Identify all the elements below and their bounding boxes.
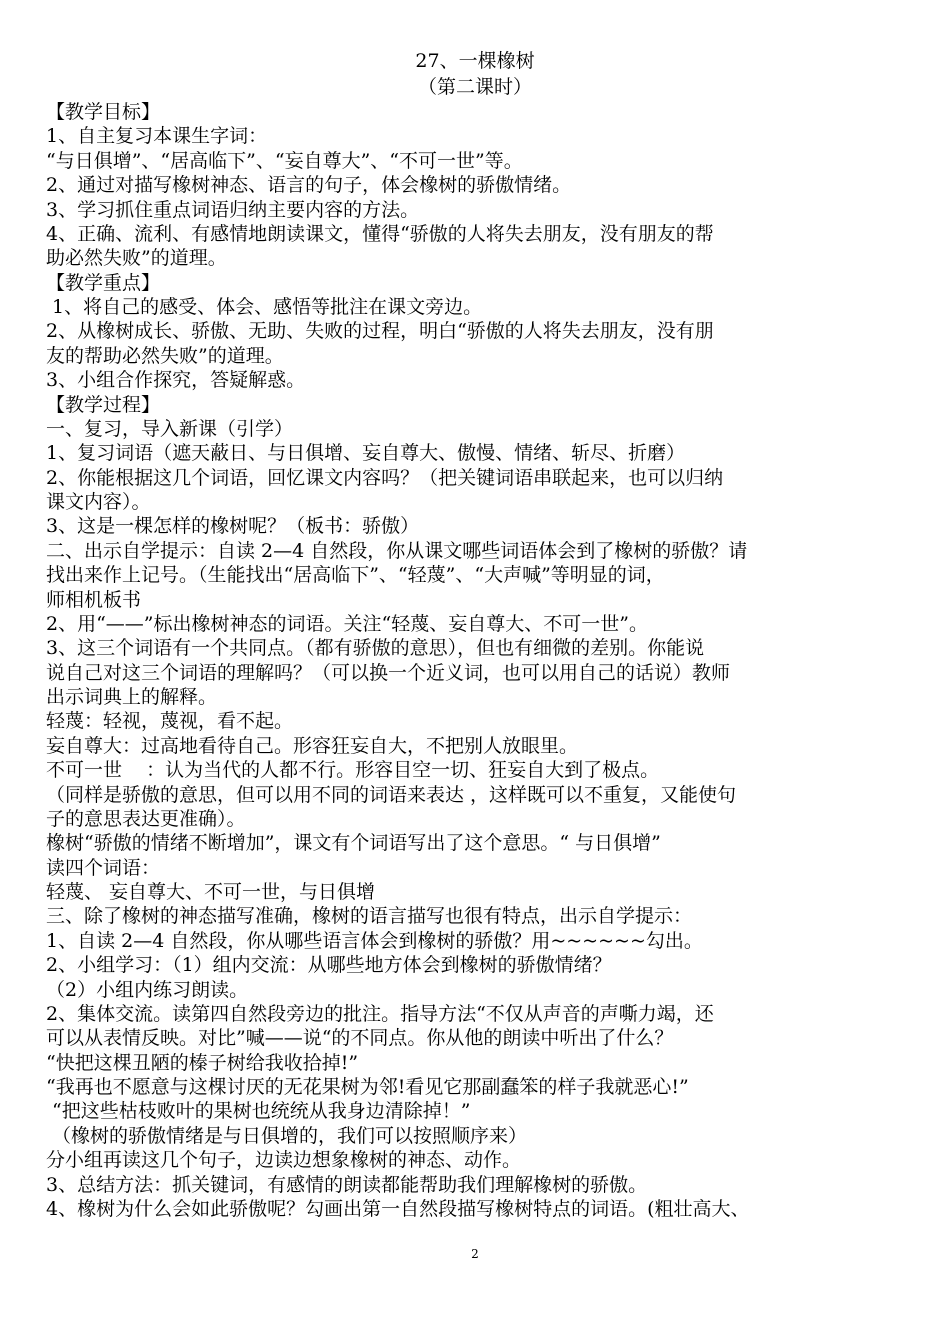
text-line: 课文内容）。 [46,491,151,513]
text-line: 友的帮助必然失败”的道理。 [46,344,284,367]
text-line: 读四个词语： [46,856,161,879]
text-line: 3、这三个词语有一个共同点。（都有骄傲的意思），但也有细微的差别。你能说 [46,637,705,660]
text-line: （同样是骄傲的意思，但可以用不同的词语来表达 ，这样既可以不重复，又能使句 [46,783,737,806]
text-line: 子的意思表达更准确）。 [46,807,246,830]
text-line: 2、从橡树成长、骄傲、无助、失败的过程，明白“骄傲的人将失去朋友，没有朋 [46,320,714,343]
text-line: 出示词典上的解释。 [46,686,218,708]
text-line: 3、这是一棵怎样的橡树呢？（板书：骄傲） [46,515,420,538]
text-line: 2、用“——”标出橡树神态的词语。关注“轻蔑、妄自尊大、不可一世”。 [46,612,648,635]
text-line: 二、出示自学提示：自读 2—4 自然段，你从课文哪些词语体会到了橡树的骄傲？请 [46,539,748,562]
text-line: 轻蔑：轻视，蔑视，看不起。 [46,710,294,733]
text-line: 一、复习，导入新课（引学） [46,417,294,440]
text-line: 师相机板书 [46,588,142,611]
text-line: 助必然失败”的道理。 [46,247,227,270]
document-body [46,100,906,1221]
text-line: 【教学目标】 [46,101,161,123]
text-line: “与日俱增”、“居高临下”、“妄自尊大”、“不可一世”等。 [46,149,523,172]
text-line: 说自己对这三个词语的理解吗？（可以换一个近义词，也可以用自己的话说）教师 [46,661,731,684]
text-line: 找出来作上记号。（生能找出“居高临下”、“轻蔑”、“大声喊”等明显的词， [46,564,665,587]
text-line: 1、将自己的感受、体会、感悟等批注在课文旁边。 [46,296,483,318]
text-line: 1、自主复习本课生字词： [46,125,268,148]
text-line: 1、自读 2—4 自然段，你从哪些语言体会到橡树的骄傲？用~~~~~~勾出。 [46,929,703,952]
text-line: （2）小组内练习朗读。 [46,978,249,1001]
text-line: 三、除了橡树的神态描写准确，橡树的语言描写也很有特点，出示自学提示： [46,905,693,928]
text-line: 妄自尊大：过高地看待自己。形容狂妄自大，不把别人放眼里。 [46,734,579,757]
text-line: 3、学习抓住重点词语归纳主要内容的方法。 [46,198,420,221]
document-title: 27、一棵橡树 [415,50,535,72]
text-line: 3、小组合作探究，答疑解惑。 [46,369,306,392]
text-line: 1、复习词语（遮天蔽日、与日俱增、妄自尊大、傲慢、情绪、斩尽、折磨） [46,442,686,465]
document-subtitle: （第二课时） [417,76,532,98]
text-line: 【教学重点】 [46,271,161,294]
text-line: 3、总结方法：抓关键词，有感情的朗读都能帮助我们理解橡树的骄傲。 [46,1173,648,1196]
page-number: 2 [471,1247,479,1261]
text-line: 2、小组学习：（1）组内交流：从哪些地方体会到橡树的骄傲情绪？ [46,954,612,977]
text-line: “快把这棵丑陋的榛子树给我收拾掉!” [46,1051,359,1074]
text-line: 2、通过对描写橡树神态、语言的句子，体会橡树的骄傲情绪。 [46,174,572,197]
text-line: 2、你能根据这几个词语，回忆课文内容吗？（把关键词语串联起来，也可以归纳 [46,466,724,489]
text-line: “把这些枯枝败叶的果树也统统从我身边清除掉！” [46,1100,471,1123]
text-line: 2、集体交流。读第四自然段旁边的批注。指导方法“不仅从声音的声嘶力竭，还 [46,1002,714,1025]
text-line: （橡树的骄傲情绪是与日俱增的，我们可以按照顺序来） [46,1124,528,1147]
text-line: 不可一世 ：认为当代的人都不行。形容目空一切、狂妄自大到了极点。 [46,759,660,782]
text-line: 可以从表情反映。对比”喊——说“的不同点。你从他的朗读中听出了什么？ [46,1027,674,1050]
text-line: 分小组再读这几个句子，边读边想象橡树的神态、动作。 [46,1149,522,1172]
text-line: 4、橡树为什么会如此骄傲呢？勾画出第一自然段描写橡树特点的词语。(粗壮高大、 [46,1197,750,1220]
text-line: 4、正确、流利、有感情地朗读课文，懂得“骄傲的人将失去朋友，没有朋友的帮 [46,222,714,245]
text-line: 橡树“骄傲的情绪不断增加”，课文有个词语写出了这个意思。“ 与日俱增” [46,832,661,855]
text-line: “我再也不愿意与这棵讨厌的无花果树为邻!看见它那副蠢笨的样子我就恶心!” [46,1076,689,1098]
text-line: 轻蔑、 妄自尊大、不可一世，与日俱增 [46,881,376,903]
text-line: 【教学过程】 [46,393,161,416]
